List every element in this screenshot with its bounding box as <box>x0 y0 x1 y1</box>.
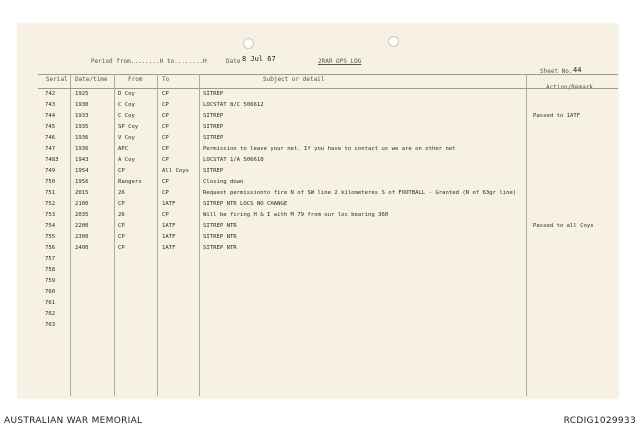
cell-from: CP <box>118 168 125 174</box>
cell-time: 1954 <box>75 168 89 174</box>
cell-serial: 751 <box>45 190 56 196</box>
cell-from: C Coy <box>118 102 135 108</box>
header-top-rule <box>38 74 618 75</box>
cell-to: 1ATF <box>162 234 176 240</box>
cell-from: CP <box>118 201 125 207</box>
cell-to: CP <box>162 157 169 163</box>
cell-time: 2015 <box>75 190 89 196</box>
cell-serial: 755 <box>45 234 56 240</box>
cell-time: 1943 <box>75 157 89 163</box>
col-time: Date/time <box>75 76 108 83</box>
cell-from: CP <box>118 245 125 251</box>
log-row <box>18 221 618 232</box>
log-row <box>18 320 618 331</box>
cell-time: 1936 <box>75 146 89 152</box>
col-to: To <box>162 76 170 83</box>
cell-to: 1ATF <box>162 201 176 207</box>
cell-subject: SITREP NTR <box>203 234 237 240</box>
cell-time: 1956 <box>75 179 89 185</box>
cell-time: 1925 <box>75 91 89 97</box>
log-sheet <box>18 24 618 398</box>
log-row <box>18 265 618 276</box>
cell-subject: LOCSTAT 8/C 506612 <box>203 102 264 108</box>
cell-to: CP <box>162 179 169 185</box>
cell-from: Rangers <box>118 179 142 185</box>
cell-subject: Request permissionto fire N of SW line 2 kilometeres S of FOOTBALL - Granted (N of 63gr line) <box>203 190 517 196</box>
cell-action: Passed to all Coys <box>533 223 594 229</box>
log-row <box>18 177 618 188</box>
cell-subject: SITREP <box>203 91 224 97</box>
cell-time: 2300 <box>75 234 89 240</box>
cell-serial: 747 <box>45 146 56 152</box>
col-serial: Serial <box>46 76 68 83</box>
log-row <box>18 155 618 166</box>
cell-subject: Will be firing H & I with M 79 from our loc bearing 360 <box>203 212 389 218</box>
sheet-label: Sheet No. <box>540 68 573 75</box>
cell-serial: 759 <box>45 278 56 284</box>
cell-from: CP <box>118 234 125 240</box>
cell-serial: 753 <box>45 212 56 218</box>
cell-subject: SITREP NTR LOCS NO CHANGE <box>203 201 288 207</box>
cell-time: 2200 <box>75 223 89 229</box>
cell-serial: 750 <box>45 179 56 185</box>
log-row <box>18 232 618 243</box>
cell-serial: 745 <box>45 124 56 130</box>
cell-action: Passed to 1ATF <box>533 113 581 119</box>
cell-time: 1930 <box>75 102 89 108</box>
cell-time: 2100 <box>75 201 89 207</box>
cell-subject: SITREP <box>203 124 224 130</box>
cell-from: CP <box>118 223 125 229</box>
log-row <box>18 243 618 254</box>
punch-hole-right <box>388 36 399 47</box>
cell-from: A Coy <box>118 157 135 163</box>
cell-from: SP Coy <box>118 124 139 130</box>
cell-serial: 744 <box>45 113 56 119</box>
cell-serial: 742 <box>45 91 56 97</box>
cell-serial: 757 <box>45 256 56 262</box>
date-value: 8 Jul 67 <box>242 55 276 63</box>
cell-serial: 756 <box>45 245 56 251</box>
cell-serial: 760 <box>45 289 56 295</box>
cell-serial: 7483 <box>45 157 59 163</box>
cell-from: 26 <box>118 190 125 196</box>
log-row <box>18 144 618 155</box>
cell-subject: SITREP NTR <box>203 245 237 251</box>
cell-serial: 746 <box>45 135 56 141</box>
cell-subject: SITREP <box>203 113 224 119</box>
period-label: Period from........H to........H <box>91 58 207 65</box>
cell-serial: 763 <box>45 322 56 328</box>
cell-to: 1ATF <box>162 245 176 251</box>
log-row <box>18 309 618 320</box>
footer-reference: RCDIG1029933 <box>563 416 636 426</box>
cell-subject: SITREP <box>203 135 224 141</box>
log-title: 2RAR OPS LOG <box>318 58 362 65</box>
log-row <box>18 133 618 144</box>
cell-subject: SITREP NTR <box>203 223 237 229</box>
cell-serial: 754 <box>45 223 56 229</box>
cell-serial: 752 <box>45 201 56 207</box>
footer-institution: AUSTRALIAN WAR MEMORIAL <box>4 416 143 426</box>
col-from: From <box>128 76 143 83</box>
cell-to: CP <box>162 91 169 97</box>
log-row <box>18 210 618 221</box>
cell-to: CP <box>162 124 169 130</box>
log-row <box>18 254 618 265</box>
cell-to: 1ATF <box>162 223 176 229</box>
cell-serial: 761 <box>45 300 56 306</box>
cell-to: CP <box>162 102 169 108</box>
punch-hole-left <box>243 38 254 49</box>
cell-serial: 758 <box>45 267 56 273</box>
cell-time: 2035 <box>75 212 89 218</box>
cell-serial: 743 <box>45 102 56 108</box>
cell-from: V Coy <box>118 135 135 141</box>
log-row <box>18 298 618 309</box>
log-row <box>18 100 618 111</box>
cell-to: CP <box>162 146 169 152</box>
cell-from: APC <box>118 146 129 152</box>
date-label: Date <box>226 58 241 65</box>
cell-to: CP <box>162 212 169 218</box>
cell-subject: SITREP <box>203 168 224 174</box>
log-row <box>18 111 618 122</box>
cell-time: 1935 <box>75 124 89 130</box>
log-row <box>18 89 618 100</box>
cell-subject: LOCSTAT 1/A 506610 <box>203 157 264 163</box>
cell-from: D Coy <box>118 91 135 97</box>
sheet-number: 44 <box>573 66 582 74</box>
cell-time: 2400 <box>75 245 89 251</box>
cell-subject: Closing down <box>203 179 244 185</box>
cell-serial: 749 <box>45 168 56 174</box>
cell-time: 1933 <box>75 113 89 119</box>
col-subject: Subject or detail <box>263 76 325 83</box>
log-row <box>18 166 618 177</box>
log-row <box>18 287 618 298</box>
log-row <box>18 122 618 133</box>
cell-to: CP <box>162 190 169 196</box>
cell-to: CP <box>162 135 169 141</box>
col-action: Action/Remark <box>546 84 593 91</box>
cell-serial: 762 <box>45 311 56 317</box>
cell-from: C Coy <box>118 113 135 119</box>
log-row <box>18 276 618 287</box>
cell-time: 1936 <box>75 135 89 141</box>
cell-from: 26 <box>118 212 125 218</box>
cell-to: All Coys <box>162 168 189 174</box>
cell-subject: Permission to leave your net. If you have to contact us we are on other net <box>203 146 456 152</box>
cell-to: CP <box>162 113 169 119</box>
log-row <box>18 188 618 199</box>
log-row <box>18 199 618 210</box>
